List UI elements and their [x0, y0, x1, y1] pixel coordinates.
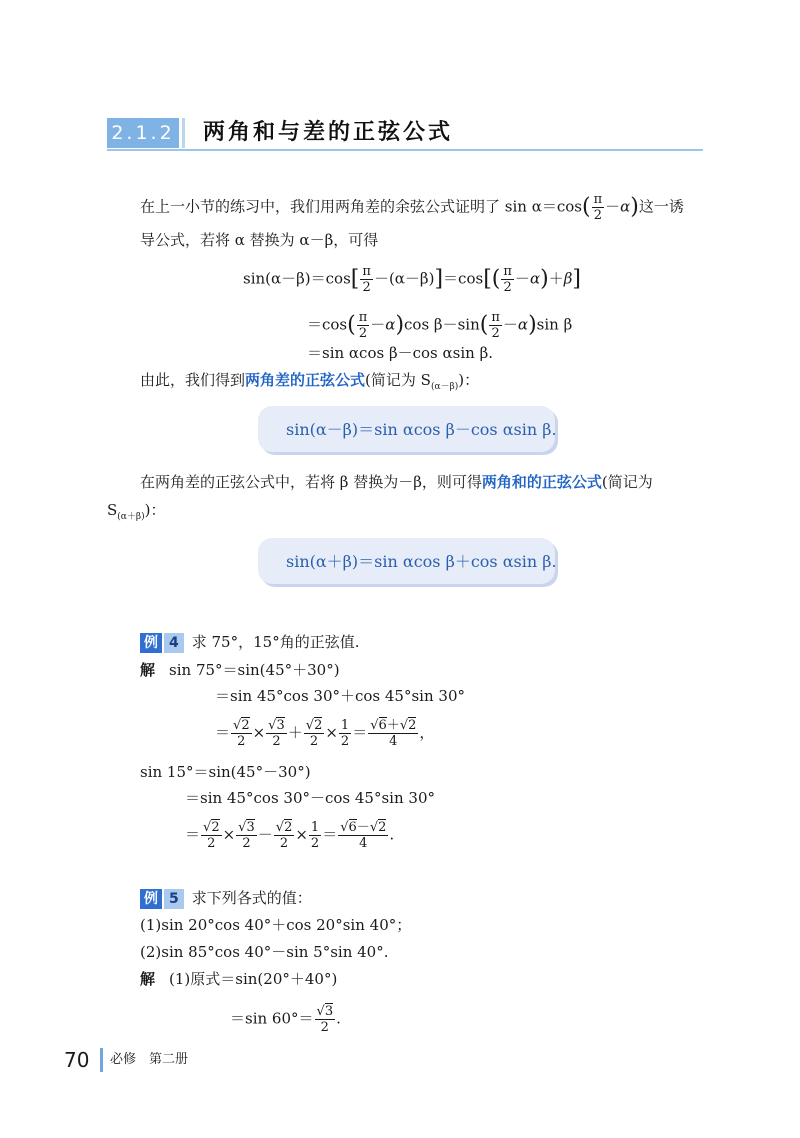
sum-subscript: (α＋β) [117, 512, 145, 522]
term-sum-formula: 两角和的正弦公式 [481, 473, 602, 491]
example-4-step-1: sin 75°＝sin(45°＋30°) [169, 661, 340, 679]
derivation-line-3: ＝sin αcos β－cos αsin β. [307, 344, 494, 362]
example-4-solution-6: ＝ $\frac{√2}{2}$ × $\frac{√3}{2}$ － $\frac{√2}{2}$ × $\frac{1}{2}$ ＝ $\frac{√6-√2}{4}$ . [185, 820, 395, 851]
example-5-q2: (2)sin 85°cos 40°－sin 5°sin 40°. [140, 943, 389, 961]
example-4-question: 求 75°，15°角的正弦值. [191, 633, 360, 651]
sum-text-b: (简记为 [601, 473, 653, 491]
example-tag: 例 [140, 633, 162, 653]
derivation-2c: sin β [536, 315, 573, 334]
example-4-solution-2: ＝sin 45°cos 30°＋cos 45°sin 30° [215, 687, 465, 705]
conclusion-line [140, 370, 479, 397]
intro-text-1b: 这一诱 [638, 197, 684, 216]
intro-text-1a: 在上一小节的练习中，我们用两角差的余弦公式证明了 sin α＝cos [140, 197, 582, 216]
example-number: 4 [164, 633, 184, 653]
section-divider [182, 118, 185, 148]
solution-label: 解 [140, 661, 156, 679]
derivation-eq: ＝cos [443, 269, 484, 288]
example-4-header [140, 632, 359, 653]
term-difference-formula: 两角差的正弦公式 [245, 371, 366, 389]
example-5-step-1: (1)原式＝sin(20°＋40°) [169, 970, 338, 988]
example-number: 5 [164, 889, 184, 909]
book-title: 必修 第二册 [110, 1052, 189, 1067]
conclusion-text-c: )： [458, 371, 480, 389]
sum-text-c: S [107, 501, 118, 519]
conclusion-subscript: (α－β) [430, 382, 459, 392]
footer-divider [100, 1048, 103, 1072]
section-title: 两角和与差的正弦公式 [203, 120, 454, 145]
derivation-lhs: sin(α－β)＝cos [243, 269, 351, 288]
fraction-pi-over-2: $\frac{\pi}{2}$ [593, 192, 603, 223]
example-4-solution-1 [140, 660, 340, 680]
derivation-line-2: ＝cos( $\frac{\pi}{2}$ －α)cos β－sin( $\frac{\pi}{2}$ －α)sin β [307, 310, 573, 341]
example-5-header [140, 888, 312, 909]
sum-text-d: )： [144, 501, 166, 519]
section-number: 2.1.2 [107, 118, 179, 148]
example-tag: 例 [140, 889, 162, 909]
conclusion-text-a: 由此，我们得到 [140, 371, 246, 389]
derivation-line-1: sin(α－β)＝cos[ $\frac{\pi}{2}$ －(α－β)]＝cos[( $\frac{\pi}{2}$ －α)＋β] [243, 264, 581, 295]
example-5-question: 求下列各式的值： [191, 889, 312, 907]
page-number: 70 [64, 1048, 90, 1072]
derivation-2b: cos β－sin [404, 315, 480, 334]
section-rule [107, 149, 703, 151]
derivation-2a: ＝cos [307, 315, 348, 334]
example-4-solution-3: ＝ $\frac{√2}{2}$ × $\frac{√3}{2}$ ＋ $\frac{√2}{2}$ × $\frac{1}{2}$ ＝ $\frac{√6+√2}{4}$ ， [215, 718, 435, 749]
formula-sum: sin(α＋β)＝sin αcos β＋cos αsin β. [286, 552, 557, 571]
sum-line-2 [107, 500, 165, 527]
intro-line-1: 在上一小节的练习中，我们用两角差的余弦公式证明了 sin α＝cos( $\frac{\pi}{2}$ －α)这一诱 [140, 192, 684, 223]
intro-line-2: 导公式，若将 α 替换为 α－β，可得 [140, 231, 379, 249]
formula-difference: sin(α－β)＝sin αcos β－cos αsin β. [286, 420, 557, 439]
sum-text-a: 在两角差的正弦公式中，若将 β 替换为－β，则可得 [140, 473, 482, 491]
sum-line-1 [140, 472, 653, 492]
example-4-solution-4: sin 15°＝sin(45°－30°) [140, 763, 311, 781]
example-5-solution-1 [140, 969, 337, 989]
conclusion-text-b: (简记为 S [365, 371, 431, 389]
example-5-solution-2: ＝sin 60°＝ $\frac{√3}{2}$ . [230, 1004, 341, 1035]
example-5-q1: (1)sin 20°cos 40°＋cos 20°sin 40°； [140, 916, 412, 934]
example-5-step-2: ＝sin 60°＝ [230, 1009, 314, 1028]
example-4-solution-5: ＝sin 45°cos 30°－cos 45°sin 30° [185, 789, 435, 807]
solution-label: 解 [140, 970, 156, 988]
derivation-mid: －(α－β) [373, 269, 435, 288]
